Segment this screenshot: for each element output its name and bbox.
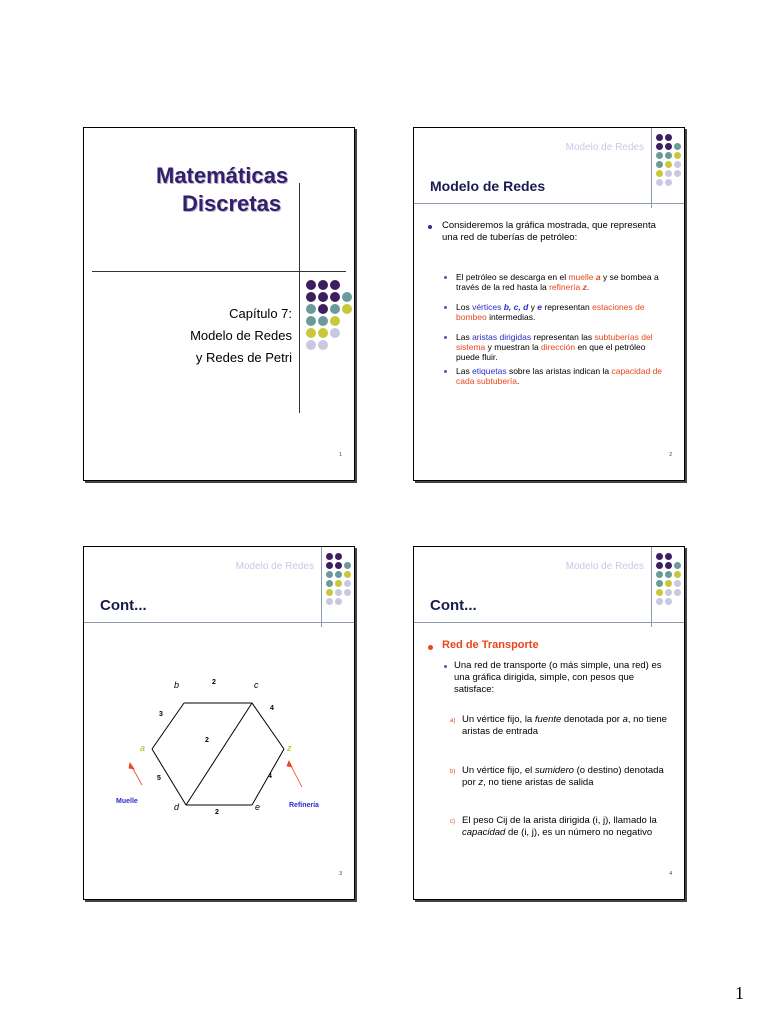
slide1-number: 1	[339, 452, 342, 458]
sub2-estaciones: estaciones de bombeo	[456, 302, 645, 322]
item-c-text2: de (i, j), es un número no negativo	[505, 827, 653, 838]
slide2-sub-dot-1	[444, 276, 447, 279]
sub4-text: Las	[456, 366, 473, 376]
sub1-text: El petróleo se descarga en el	[456, 272, 569, 282]
sub3-subtuberias: subtuberías del sistema	[456, 332, 653, 352]
sub2-bcd: b, c, d	[503, 302, 529, 312]
slide1-chapter-line3: y Redes de Petri	[195, 350, 292, 365]
sub2-e: e	[537, 302, 543, 312]
sub2-y: y	[528, 302, 538, 312]
label-refineria: Refinería	[289, 802, 319, 809]
refineria-arrowhead	[287, 761, 292, 767]
slide2-bullet-dot	[428, 225, 432, 229]
node-d: d	[174, 802, 180, 812]
item-b-text: Un vértice fijo, el	[462, 765, 535, 776]
sub3-text2: representan las	[531, 332, 595, 342]
slide1-chapter-line2: Modelo de Redes	[190, 328, 292, 343]
item-a	[462, 714, 672, 738]
sub2-text: Los	[456, 302, 473, 312]
slide-3	[83, 546, 355, 900]
slide2-header: Modelo de Redes	[565, 142, 644, 153]
item-b-letter: b)	[450, 769, 456, 775]
item-a-text: Un vértice fijo, la	[462, 714, 535, 725]
refineria-arrow-line	[290, 764, 302, 787]
slide2-sub4	[456, 366, 671, 386]
slide2-vertical-line	[651, 128, 652, 208]
edge-a-b	[152, 703, 184, 749]
item-a-text3: , no tiene aristas de entrada	[462, 714, 667, 737]
slide2-sub2	[456, 302, 671, 322]
edge-d-c	[186, 703, 252, 805]
weight-dc: 2	[205, 737, 209, 744]
item-b-sumidero: sumidero	[534, 765, 574, 776]
slide4-header-line	[414, 622, 684, 623]
slide2-sub-dot-3	[444, 336, 447, 339]
slide4-header: Modelo de Redes	[565, 561, 644, 572]
sub3-aristas: aristas dirigidas	[472, 332, 532, 342]
muelle-arrow-line	[132, 767, 142, 785]
sub1-text2: y se bombea a través de la red hasta la	[456, 272, 659, 292]
slide2-sub3	[456, 332, 671, 362]
sub4-text2: sobre las aristas indican la	[506, 366, 612, 376]
item-b-var: z	[478, 777, 484, 788]
slide1-title-line1: Matemáticas	[156, 163, 289, 188]
weight-de: 2	[215, 809, 219, 816]
item-a-letter: a)	[450, 718, 456, 724]
sub2-vertices: vértices	[472, 302, 504, 312]
slide-1	[83, 127, 355, 481]
sub4-capacidad: capacidad de cada subtubería	[456, 366, 663, 386]
node-b: b	[174, 680, 180, 690]
slide2-title: Modelo de Redes	[430, 178, 546, 194]
slide4-bullet-title: Red de Transporte	[442, 639, 539, 651]
edge-c-z	[252, 703, 284, 749]
slide2-sub-dot-4	[444, 370, 447, 373]
sub3-text3: y muestran la	[485, 342, 542, 352]
slide3-title: Cont...	[100, 597, 147, 614]
slide4-bullet-dot	[428, 645, 433, 650]
item-b-text3: , no tiene aristas de salida	[483, 777, 594, 788]
slide1-divider	[92, 271, 346, 272]
sub3-text4: en que el petróleo puede fluir.	[456, 342, 646, 362]
sub1-muelle: muelle	[568, 272, 596, 282]
slide4-sub-dot	[444, 665, 447, 668]
page-number: 1	[735, 983, 744, 1003]
slide-4	[413, 546, 685, 900]
slide2-sub-dot-2	[444, 306, 447, 309]
node-z: z	[287, 743, 292, 753]
weight-ez: 4	[268, 773, 272, 780]
weight-bc: 2	[212, 679, 216, 686]
slide1-vertical-divider	[299, 183, 300, 413]
sub1-a: a	[595, 272, 601, 282]
slide2-number: 2	[669, 452, 672, 458]
sub1-refineria: refinería	[549, 282, 583, 292]
weight-ad: 5	[157, 775, 161, 782]
weight-cz: 4	[270, 705, 274, 712]
node-e: e	[255, 802, 261, 812]
sub4-etiquetas: etiquetas	[472, 366, 507, 376]
sub2-text2: representan	[542, 302, 593, 312]
slide4-vertical-line	[651, 547, 652, 627]
slide1-chapter-line1: Capítulo 7:	[229, 306, 292, 321]
sub1-period: .	[586, 282, 590, 292]
item-a-fuente: fuente	[534, 714, 562, 725]
slide3-header: Modelo de Redes	[235, 561, 314, 572]
item-c-letter: c)	[450, 819, 455, 825]
slide1-title-line2: Discretas	[182, 191, 282, 216]
item-c-capacidad: capacidad	[462, 827, 506, 838]
node-a: a	[140, 743, 146, 753]
slide4-title: Cont...	[430, 597, 477, 614]
muelle-arrowhead	[129, 763, 134, 769]
node-c: c	[254, 680, 259, 690]
sub2-text3: intermedias.	[486, 312, 536, 322]
item-b-text2: (o destino) denotada por	[462, 765, 664, 788]
sub3-direccion: dirección	[541, 342, 576, 352]
item-c-text: El peso Cij de la arista dirigida (i, j), llamado la	[462, 815, 657, 826]
slide-2	[413, 127, 685, 481]
slide2-bullet1: Consideremos la gráfica mostrada, que representa una red de tuberías de petróleo:	[442, 220, 656, 243]
slide3-number: 3	[339, 871, 342, 877]
weight-ab: 3	[159, 711, 163, 718]
slide4-sub: Una red de transporte (o más simple, una red) es una gráfica dirigida, simple, con pesos que satisface:	[454, 660, 662, 695]
item-c	[462, 815, 677, 839]
sub4-period: .	[516, 376, 520, 386]
sub3-text: Las	[456, 332, 473, 342]
slide2-sub1	[456, 272, 671, 292]
item-b	[462, 765, 677, 789]
item-a-var: a	[622, 714, 628, 725]
sub1-z: z	[582, 282, 587, 292]
label-muelle: Muelle	[116, 798, 138, 805]
item-a-text2: denotada por	[561, 714, 623, 725]
slide4-number: 4	[669, 871, 672, 877]
network-graph	[84, 547, 354, 899]
slide2-header-line	[414, 203, 684, 204]
